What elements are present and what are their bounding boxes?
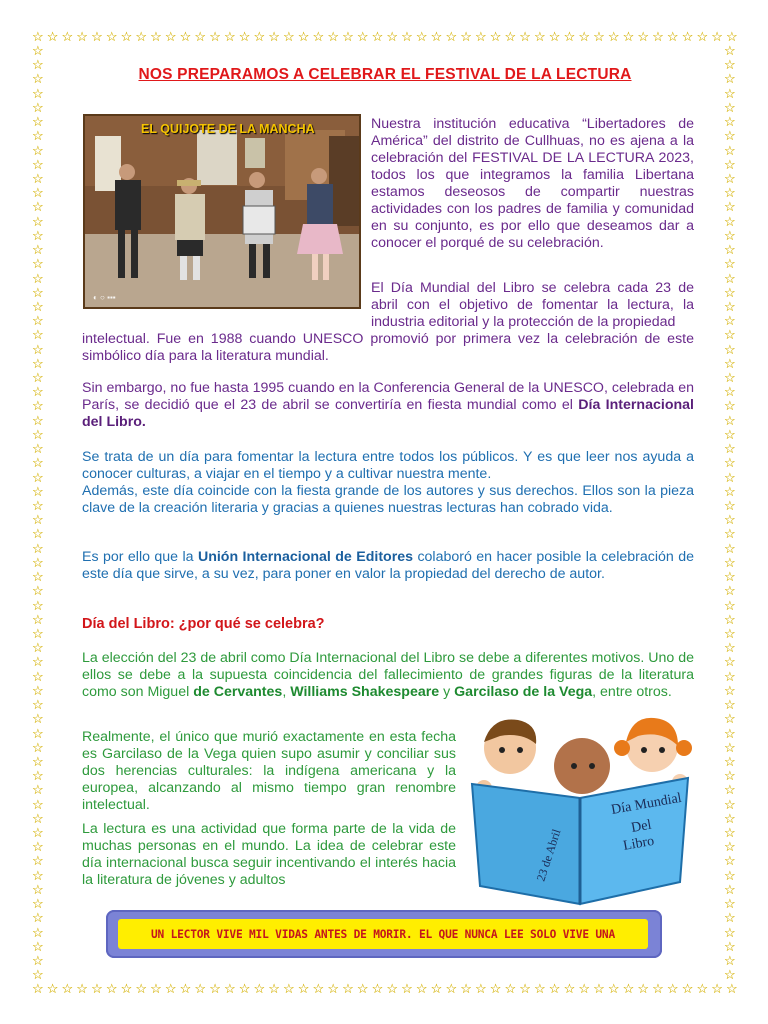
star-icon: ☆ (724, 199, 736, 215)
star-icon: ☆ (534, 29, 546, 44)
star-icon: ☆ (32, 569, 44, 585)
star-icon: ☆ (724, 796, 736, 812)
star-icon: ☆ (32, 99, 44, 115)
star-border-right (724, 44, 736, 982)
star-icon: ☆ (563, 29, 576, 44)
shakespeare-bold: Williams Shakespeare (290, 684, 440, 700)
dia-internacional-bold: Día Internacional del Libro. (82, 397, 694, 430)
star-icon: ☆ (297, 981, 310, 996)
star-icon: ☆ (724, 881, 736, 897)
star-icon: ☆ (32, 341, 44, 357)
star-icon: ☆ (724, 384, 736, 400)
star-icon: ☆ (415, 981, 428, 996)
star-icon: ☆ (209, 29, 221, 44)
star-icon: ☆ (32, 256, 44, 272)
star-icon: ☆ (120, 981, 133, 996)
star-icon: ☆ (32, 313, 44, 329)
star-icon: ☆ (32, 753, 44, 769)
star-icon: ☆ (32, 483, 44, 499)
star-icon: ☆ (135, 981, 148, 996)
star-icon: ☆ (91, 981, 103, 996)
star-icon: ☆ (534, 981, 546, 996)
star-icon: ☆ (724, 597, 736, 613)
star-icon: ☆ (32, 128, 44, 144)
cervantes-bold: de Cervantes (193, 684, 283, 700)
star-icon: ☆ (724, 213, 736, 229)
star-icon: ☆ (724, 711, 736, 727)
star-icon: ☆ (504, 981, 517, 996)
star-icon: ☆ (32, 881, 44, 897)
star-icon: ☆ (32, 29, 44, 44)
star-icon: ☆ (724, 43, 736, 58)
eleccion-end: , entre otros. (592, 684, 672, 700)
star-icon: ☆ (312, 29, 325, 44)
star-icon: ☆ (724, 185, 736, 201)
star-icon: ☆ (724, 170, 736, 186)
star-icon: ☆ (32, 711, 44, 727)
star-icon: ☆ (652, 29, 664, 44)
star-icon: ☆ (724, 398, 736, 414)
star-border-left (32, 44, 44, 982)
star-icon: ☆ (179, 981, 192, 996)
paragraph-autores: Además, este día coincide con la fiesta grande de los autores y sus derechos. Ellos son la pieza clave de la creación literaria y gracias a quienes nuestras lecturas han cobrado vida. (82, 483, 694, 516)
star-icon: ☆ (32, 242, 44, 258)
star-icon: ☆ (194, 29, 207, 44)
book-text-line3: Libro (622, 833, 656, 854)
star-icon: ☆ (32, 142, 44, 158)
star-icon: ☆ (32, 412, 44, 428)
star-icon: ☆ (32, 697, 44, 713)
star-icon: ☆ (32, 825, 44, 841)
star-icon: ☆ (312, 981, 325, 996)
star-icon: ☆ (724, 298, 736, 314)
star-icon: ☆ (32, 839, 44, 855)
star-icon: ☆ (401, 981, 413, 996)
star-icon: ☆ (356, 29, 369, 44)
star-icon: ☆ (32, 512, 44, 528)
star-icon: ☆ (724, 85, 736, 101)
star-icon: ☆ (32, 938, 44, 954)
star-icon: ☆ (342, 981, 354, 996)
star-icon: ☆ (32, 611, 44, 627)
star-icon: ☆ (32, 114, 44, 130)
star-icon: ☆ (607, 981, 620, 996)
star-icon: ☆ (32, 967, 44, 983)
star-icon: ☆ (681, 29, 694, 44)
star-icon: ☆ (32, 583, 44, 599)
eleccion-text: La elección del 23 de abril como Día Internacional del Libro se debe a diferentes motivos. Uno de ellos se debe a la supuesta coincidencia del fallecimiento de grandes figuras de la literatura como son Miguel (82, 650, 695, 700)
star-icon: ☆ (724, 640, 736, 656)
star-icon: ☆ (32, 896, 44, 912)
star-icon: ☆ (622, 29, 635, 44)
union-bold: Unión Internacional de Editores (197, 549, 414, 565)
star-icon: ☆ (724, 128, 736, 144)
star-icon: ☆ (724, 455, 736, 471)
star-icon: ☆ (150, 29, 162, 44)
star-icon: ☆ (253, 29, 266, 44)
star-icon: ☆ (711, 29, 723, 44)
quijote-photo (83, 114, 361, 309)
star-icon: ☆ (32, 469, 44, 485)
sep-y: y (443, 684, 451, 700)
star-icon: ☆ (724, 242, 736, 258)
union-post: colaboró en hacer posible la celebración de este día que sirve, a su vez, para poner en valor la propiedad del derecho de autor. (82, 549, 694, 582)
star-icon: ☆ (724, 355, 736, 371)
star-icon: ☆ (32, 654, 44, 670)
star-icon: ☆ (724, 483, 736, 499)
star-icon: ☆ (32, 455, 44, 471)
star-icon: ☆ (32, 213, 44, 229)
star-icon: ☆ (724, 853, 736, 869)
star-icon: ☆ (724, 156, 736, 172)
star-icon: ☆ (724, 924, 736, 940)
star-icon: ☆ (32, 57, 44, 73)
star-icon: ☆ (32, 768, 44, 784)
paragraph-1995-text: Sin embargo, no fue hasta 1995 cuando en la Conferencia General de la UNESCO, celebrada en París, se decidió que el 23 de abril se convertiría en fiesta mundial como el (82, 380, 694, 413)
star-icon: ☆ (725, 981, 738, 996)
star-icon: ☆ (724, 953, 736, 968)
star-icon: ☆ (696, 29, 709, 44)
paragraph-intro: Nuestra institución educativa “Libertadores de América” del distrito de Cullhuas, no es ajena a la celebración del FESTIVAL DE LA LECTURA 2023, todos los que integramos la familia Libertana estamos deseosos de compartir nuestras actividades con los padres de familia y comunidad en su conjunto, es por ello que deseamos dar a conocer el porqué de su celebración. (371, 116, 694, 251)
star-icon: ☆ (724, 938, 736, 954)
star-icon: ☆ (32, 270, 44, 286)
star-icon: ☆ (32, 867, 44, 883)
star-icon: ☆ (724, 526, 736, 542)
star-icon: ☆ (32, 426, 44, 442)
star-icon: ☆ (327, 981, 339, 996)
star-icon: ☆ (724, 725, 736, 741)
star-icon: ☆ (724, 327, 736, 343)
star-icon: ☆ (725, 29, 738, 44)
star-icon: ☆ (32, 953, 44, 968)
star-icon: ☆ (164, 981, 177, 996)
union-pre: Es por ello que la (82, 549, 194, 565)
book-spine-text: 23 de Abril (533, 827, 564, 883)
star-icon: ☆ (32, 910, 44, 926)
star-icon: ☆ (724, 825, 736, 841)
star-icon: ☆ (637, 29, 650, 44)
paragraph-lectura: La lectura es una actividad que forma parte de la vida de muchas personas en el mundo. La idea de celebrar este día internacional busca seguir incentivando el interés hacia la literatura de jóvenes y adultos (82, 821, 456, 888)
star-icon: ☆ (238, 29, 251, 44)
star-icon: ☆ (283, 981, 295, 996)
star-icon: ☆ (283, 29, 295, 44)
star-icon: ☆ (724, 583, 736, 599)
star-icon: ☆ (61, 29, 74, 44)
sep-comma: , (282, 684, 287, 700)
photo-stamp: ◐ ○ ▪▪▪ (93, 293, 116, 302)
star-icon: ☆ (724, 313, 736, 329)
star-icon: ☆ (563, 981, 576, 996)
star-icon: ☆ (32, 782, 44, 798)
star-icon: ☆ (724, 554, 736, 570)
star-icon: ☆ (724, 227, 736, 243)
star-icon: ☆ (32, 85, 44, 101)
star-icon: ☆ (681, 981, 694, 996)
star-icon: ☆ (164, 29, 177, 44)
star-icon: ☆ (445, 29, 458, 44)
star-icon: ☆ (32, 170, 44, 186)
paragraph-day-part2: intelectual. Fue en 1988 cuando UNESCO promovió por primera vez la celebración de este simbólico día para la literatura mundial. (82, 331, 694, 364)
star-icon: ☆ (724, 71, 736, 87)
star-icon: ☆ (724, 370, 736, 386)
star-icon: ☆ (666, 29, 679, 44)
star-icon: ☆ (724, 441, 736, 457)
star-icon: ☆ (724, 142, 736, 158)
star-icon: ☆ (519, 29, 531, 44)
star-icon: ☆ (32, 981, 44, 996)
star-icon: ☆ (297, 29, 310, 44)
paragraph-1995 (82, 380, 694, 431)
star-icon: ☆ (135, 29, 148, 44)
star-icon: ☆ (32, 355, 44, 371)
star-icon: ☆ (194, 981, 207, 996)
star-icon: ☆ (32, 540, 44, 556)
paragraph-garcilaso: Realmente, el único que murió exactamente en esta fecha es Garcilaso de la Vega quien supo asumir y conciliar sus dos herencias culturales: la indígena americana y la europea, alcanzando al mismo tiempo gran renombre intelectual. (82, 729, 456, 813)
star-icon: ☆ (578, 981, 590, 996)
star-icon: ☆ (61, 981, 74, 996)
star-icon: ☆ (32, 185, 44, 201)
star-icon: ☆ (593, 981, 605, 996)
star-icon: ☆ (327, 29, 339, 44)
star-icon: ☆ (430, 981, 443, 996)
star-icon: ☆ (32, 625, 44, 641)
star-icon: ☆ (711, 981, 723, 996)
star-icon: ☆ (724, 57, 736, 73)
star-icon: ☆ (430, 29, 443, 44)
star-icon: ☆ (724, 682, 736, 698)
star-icon: ☆ (724, 668, 736, 684)
star-icon: ☆ (724, 867, 736, 883)
star-icon: ☆ (32, 739, 44, 755)
star-icon: ☆ (32, 71, 44, 87)
star-icon: ☆ (253, 981, 266, 996)
star-icon: ☆ (32, 810, 44, 826)
star-icon: ☆ (32, 441, 44, 457)
paragraph-union (82, 549, 694, 583)
star-icon: ☆ (724, 768, 736, 784)
star-icon: ☆ (548, 981, 561, 996)
star-icon: ☆ (91, 29, 103, 44)
star-icon: ☆ (724, 256, 736, 272)
paragraph-eleccion (82, 650, 694, 701)
star-icon: ☆ (724, 896, 736, 912)
star-icon: ☆ (32, 682, 44, 698)
star-icon: ☆ (724, 270, 736, 286)
star-icon: ☆ (371, 981, 384, 996)
star-icon: ☆ (578, 29, 590, 44)
star-icon: ☆ (519, 981, 531, 996)
children-reading-illustration (462, 706, 702, 906)
star-icon: ☆ (32, 227, 44, 243)
star-icon: ☆ (356, 981, 369, 996)
star-icon: ☆ (105, 29, 118, 44)
star-icon: ☆ (724, 540, 736, 556)
star-border-bottom (32, 982, 738, 995)
star-icon: ☆ (724, 284, 736, 300)
star-icon: ☆ (32, 384, 44, 400)
star-icon: ☆ (386, 981, 399, 996)
star-icon: ☆ (460, 981, 472, 996)
star-icon: ☆ (238, 981, 251, 996)
star-icon: ☆ (32, 327, 44, 343)
star-icon: ☆ (724, 839, 736, 855)
star-icon: ☆ (489, 981, 502, 996)
star-icon: ☆ (371, 29, 384, 44)
star-icon: ☆ (32, 554, 44, 570)
star-icon: ☆ (489, 29, 502, 44)
star-icon: ☆ (724, 412, 736, 428)
star-icon: ☆ (32, 43, 44, 58)
star-icon: ☆ (120, 29, 133, 44)
subheading: Día del Libro: ¿por qué se celebra? (82, 616, 325, 632)
star-icon: ☆ (724, 569, 736, 585)
star-icon: ☆ (460, 29, 472, 44)
star-icon: ☆ (724, 697, 736, 713)
star-icon: ☆ (32, 498, 44, 513)
star-icon: ☆ (724, 810, 736, 826)
star-icon: ☆ (724, 753, 736, 769)
star-icon: ☆ (32, 526, 44, 542)
star-icon: ☆ (637, 981, 650, 996)
quote-text: UN LECTOR VIVE MIL VIDAS ANTES DE MORIR. EL QUE NUNCA LEE SOLO VIVE UNA (118, 919, 648, 949)
star-icon: ☆ (32, 398, 44, 414)
star-icon: ☆ (724, 512, 736, 528)
star-icon: ☆ (652, 981, 664, 996)
quote-banner (106, 910, 662, 958)
star-icon: ☆ (76, 29, 88, 44)
star-icon: ☆ (724, 498, 736, 513)
star-icon: ☆ (342, 29, 354, 44)
star-icon: ☆ (724, 910, 736, 926)
star-icon: ☆ (724, 469, 736, 485)
star-icon: ☆ (607, 29, 620, 44)
book-text-line1: Día Mundial (610, 790, 683, 818)
star-icon: ☆ (32, 597, 44, 613)
star-icon: ☆ (724, 739, 736, 755)
star-icon: ☆ (696, 981, 709, 996)
star-icon: ☆ (223, 981, 236, 996)
star-icon: ☆ (593, 29, 605, 44)
star-icon: ☆ (504, 29, 517, 44)
star-icon: ☆ (150, 981, 162, 996)
star-icon: ☆ (724, 426, 736, 442)
star-icon: ☆ (724, 99, 736, 115)
photo-caption: EL QUIJOTE DE LA MANCHA (141, 122, 315, 136)
star-icon: ☆ (32, 796, 44, 812)
star-icon: ☆ (724, 341, 736, 357)
star-icon: ☆ (32, 284, 44, 300)
star-border-top (32, 30, 738, 43)
star-icon: ☆ (32, 199, 44, 215)
star-icon: ☆ (401, 29, 413, 44)
star-icon: ☆ (32, 156, 44, 172)
star-icon: ☆ (622, 981, 635, 996)
star-icon: ☆ (724, 967, 736, 983)
star-icon: ☆ (724, 782, 736, 798)
star-icon: ☆ (724, 611, 736, 627)
star-icon: ☆ (179, 29, 192, 44)
star-icon: ☆ (666, 981, 679, 996)
star-icon: ☆ (445, 981, 458, 996)
paragraph-fomentar: Se trata de un día para fomentar la lectura entre todos los públicos. Y es que leer nos ayuda a conocer culturas, a viajar en el tiempo y a cultivar nuestra mente. (82, 449, 694, 482)
book-text-line2: Del (630, 817, 653, 836)
star-icon: ☆ (209, 981, 221, 996)
paragraph-day-part1: El Día Mundial del Libro se celebra cada 23 de abril con el objetivo de fomentar la lectura, la industria editorial y la protección de la propiedad (371, 280, 694, 330)
star-icon: ☆ (386, 29, 399, 44)
star-icon: ☆ (76, 981, 88, 996)
garcilaso-bold: Garcilaso de la Vega (454, 684, 593, 700)
star-icon: ☆ (46, 981, 59, 996)
star-icon: ☆ (32, 668, 44, 684)
page-title: NOS PREPARAMOS A CELEBRAR EL FESTIVAL DE LA LECTURA (138, 66, 632, 83)
star-icon: ☆ (32, 298, 44, 314)
star-icon: ☆ (46, 29, 59, 44)
star-icon: ☆ (32, 853, 44, 869)
star-icon: ☆ (474, 29, 487, 44)
star-icon: ☆ (724, 654, 736, 670)
star-icon: ☆ (268, 29, 280, 44)
star-icon: ☆ (268, 981, 280, 996)
star-icon: ☆ (415, 29, 428, 44)
star-icon: ☆ (724, 625, 736, 641)
star-icon: ☆ (548, 29, 561, 44)
star-icon: ☆ (105, 981, 118, 996)
star-icon: ☆ (474, 981, 487, 996)
star-icon: ☆ (223, 29, 236, 44)
star-icon: ☆ (724, 114, 736, 130)
star-icon: ☆ (32, 725, 44, 741)
star-icon: ☆ (32, 370, 44, 386)
star-icon: ☆ (32, 640, 44, 656)
star-icon: ☆ (32, 924, 44, 940)
